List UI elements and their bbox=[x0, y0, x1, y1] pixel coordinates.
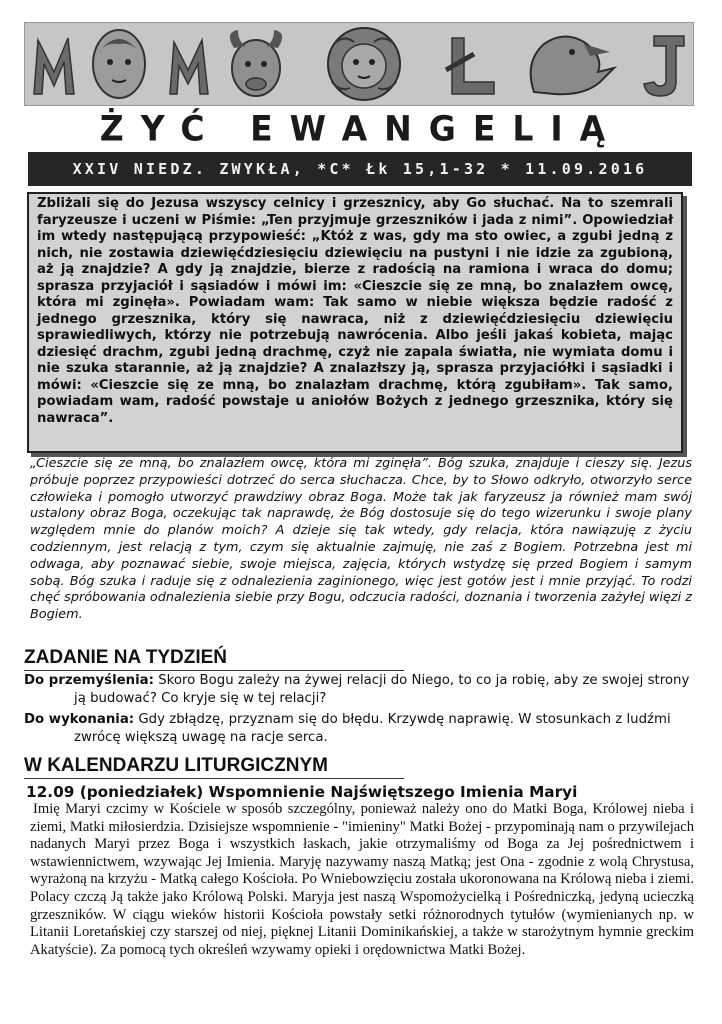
calendar-section-heading: W KALENDARZU LITURGICZNYM bbox=[24, 754, 404, 779]
task-do-text: Gdy zbłądzę, przyznam się do błędu. Krzywdę naprawię. W stosunkach z ludźmi zwrócę większą uwagę na racje serca. bbox=[74, 712, 671, 745]
task-do-item bbox=[24, 711, 692, 746]
task-reflect-item bbox=[24, 672, 692, 707]
liturgical-date-bar: XXIV NIEDZ. ZWYKŁA, *C* Łk 15,1-32 * 11.09.2016 bbox=[28, 152, 692, 186]
feast-description: Imię Maryi czcimy w Kościele w sposób szczególny, ponieważ należy ono do Matki Boga, Królowej nieba i ziemi, Matki miłosierdzia. Dzisiejsze wspomnienie - "imieniny" Matki Bożej - przypominają nam o przywilejach nadanych Maryi przez Boga i wszystkich łaskach, jakie otrzymaliśmy od Boga za Jej pośrednictwem i wstawiennictwem, wzywając Jej Imienia. Maryję nazywamy naszą Matką; jest Ona - zgodnie z wolą Chrystusa, wyrażoną na krzyżu - Matką całego Kościoła. Po Wniebowzięciu została ukoronowana na Królową nieba i ziemi. Polacy czczą Ją także jako Królową Polski. Maryja jest naszą Wspomożycielką i Pośredniczką, jedyną ucieczką grzeszników. W ciągu wieków historii Kościoła powstały setki różnorodnych tytułów (wymienianych np. w Litanii Loretańskiej czy starszej od niej, pięknej Litanii Dominikańskiej, a także w starożytnym hymnie greckim Akatyście). Za pomocą tych określeń wzywamy opieki i orędownictwa Matki Bożej. bbox=[30, 801, 694, 958]
feast-title: 12.09 (poniedziałek) Wspomnienie Najświętszego Imienia Maryi bbox=[26, 783, 578, 801]
task-reflect-label: Do przemyślenia: bbox=[24, 673, 154, 688]
banner-title: ŻYĆ EWANGELIĄ bbox=[99, 108, 623, 149]
task-do-label: Do wykonania: bbox=[24, 712, 135, 727]
masthead-evangelist-symbols-image bbox=[24, 22, 694, 106]
task-section-heading: ZADANIE NA TYDZIEŃ bbox=[24, 646, 404, 671]
task-reflect-text: Skoro Bogu zależy na żywej relacji do Niego, to co ja robię, aby ze swojej strony ją budować? Co kryje się w tej relacji? bbox=[74, 673, 690, 706]
reflection-commentary: „Cieszcie się ze mną, bo znalazłem owcę, która mi zginęła”. Bóg szuka, znajduje i cieszy się. Jezus próbuje poprzez przypowieści dotrzeć do serca słuchacza. Chce, by to Słowo odkryło, otworzyło serce człowieka i pomogło utworzyć prawdziwy obraz Boga. Może tak jak faryzeusz ja również mam swój ustalony obraz Boga, oczekując tak naprawdę, że Bóg dostosuje się do tego wizerunku i swoje plany względem mnie do planów moich? A dzieje się tak wtedy, gdy relacja, która nawiązuję z życiu codziennym, jest relacją z tym, czym się aktualnie zajmuję, nie zaś z Bogiem. Potrzebna jest mi odwaga, aby poznawać siebie, swoje miejsca, zajęcia, których wstydzę się przed Bogiem i samym sobą. Bóg szuka i raduje się z odnalezienia zaginionego, więc jest gotów jest i mnie przyjąć. To rodzi chęć spróbowania odnalezienia siebie przy Bogu, odczucia radości, doznania i tworzenia zażyłej więzi z Bogiem. bbox=[30, 456, 692, 623]
gospel-reading-box: Zbliżali się do Jezusa wszyscy celnicy i grzesznicy, aby Go słuchać. Na to szemrali faryzeusze i uczeni w Piśmie: „Ten przyjmuje grzeszników i jada z nimi”. Opowiedział im wtedy następującą przypowieść: „Któż z was, gdy ma sto owiec, a zgubi jedną z nich, nie zostawia dziewięćdziesięciu dziewięciu na pustyni i nie idzie za zgubioną, aż ją znajdzie? A gdy ją znajdzie, bierze z radością na ramiona i wraca do domu; sprasza przyjaciół i sąsiadów i mówi im: «Cieszcie się ze mną, bo znalazłem owcę, która mi zginęła». Powiadam wam: Tak samo w niebie większa będzie radość z jednego grzesznika, który się nawraca, niż z dziewięćdziesięciu dziewięciu sprawiedliwych, którzy nie potrzebują nawrócenia. Albo jeśli jakaś kobieta, mając dziesięć drachm, zgubi jedną drachmę, czyż nie zapala światła, nie wymiata domu i nie szuka starannie, aż ją znajdzie? A znalazłszy ją, sprasza przyjaciółki i sąsiadki i mówi: «Cieszcie się ze mną, bo znalazłam drachmę, którą zgubiłam». Tak samo, powiadam wam, radość powstaje u aniołów Bożych z jednego grzesznika, który się nawraca”. bbox=[27, 192, 683, 453]
masthead-relief-illustration bbox=[24, 22, 694, 106]
